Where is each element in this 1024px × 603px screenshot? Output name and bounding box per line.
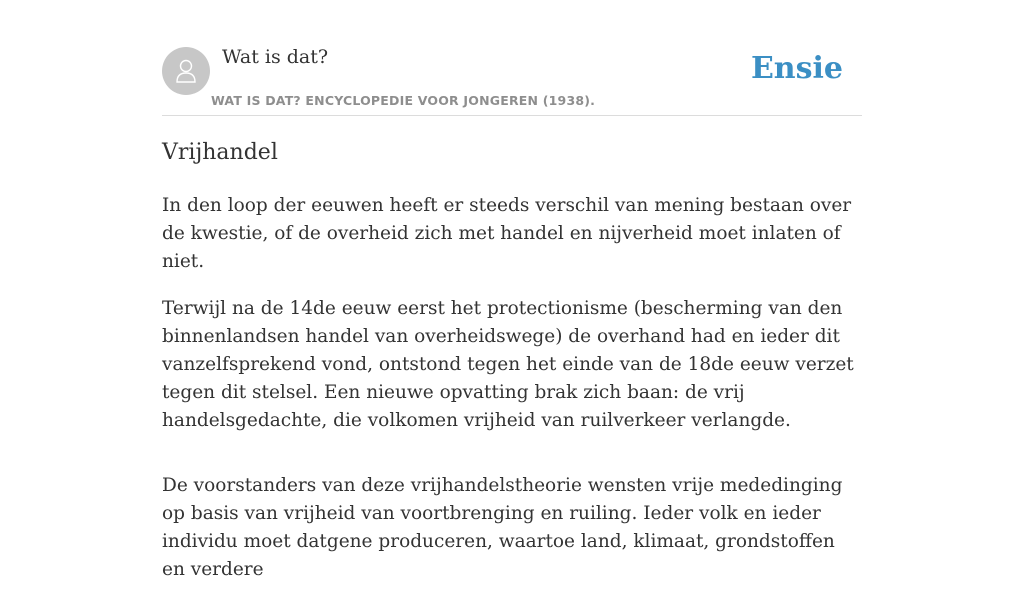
- source-subtitle[interactable]: WAT IS DAT? ENCYCLOPEDIE VOOR JONGEREN (1938).: [211, 93, 596, 108]
- page-container: [162, 0, 862, 580]
- user-icon: [171, 56, 201, 86]
- source-title[interactable]: Wat is dat?: [222, 46, 329, 68]
- brand-logo[interactable]: Ensie: [750, 51, 843, 86]
- paragraph: Terwijl na de 14de eeuw eerst het protectionisme (bescherming van den binnenlandsen handel van overheidswege) de overhand had en ieder dit vanzelfsprekend vond, ontstond tegen het einde van de 18de eeuw verzet tegen dit stelsel. Een nieuwe opvatting brak zich baan: de vrij handelsgedachte, die volkomen vrijheid van ruilverkeer verlangde.: [162, 298, 854, 431]
- article-title: Vrijhandel: [162, 140, 278, 165]
- paragraph: De voorstanders van deze vrijhandelstheorie wensten vrije mededinging op basis van vrijheid van voortbrenging en ruiling. Ieder volk en ieder individu moet datgene produceren, waartoe land, klimaat, grondstoffen en verdere: [162, 475, 843, 580]
- avatar[interactable]: [162, 47, 210, 95]
- source-header: [162, 0, 862, 116]
- article-body: [162, 192, 862, 603]
- paragraph: In den loop der eeuwen heeft er steeds verschil van mening bestaan over de kwestie, of de overheid zich met handel en nijverheid moet inlaten of niet.: [162, 195, 852, 272]
